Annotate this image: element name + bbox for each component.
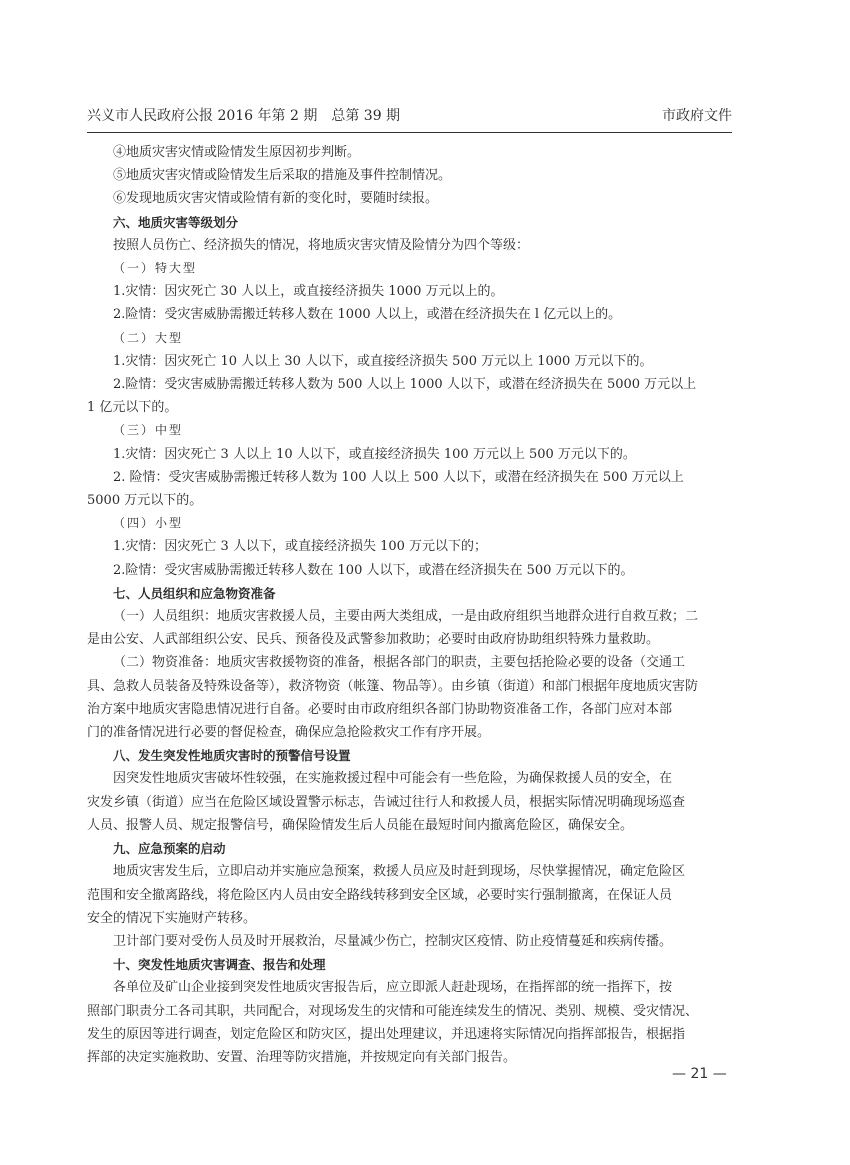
page-body [87, 141, 732, 1069]
body-line: （一）特大型 [113, 261, 198, 276]
body-line: 1.灾情：因灾死亡 3 人以上 10 人以下，或直接经济损失 100 万元以上 500 万元以下的。 [113, 446, 636, 462]
body-line: 2.险情：受灾害威胁需搬迁转移人数为 500 人以上 1000 人以下，或潜在经济损失在 5000 万元以上 [113, 377, 697, 393]
body-line: 照部门职责分工各司其职，共同配合，对现场发生的灾情和可能连续发生的情况、类别、规模、受灾情况、 [87, 1003, 699, 1019]
section-heading: 七、人员组织和应急物资准备 [113, 585, 276, 601]
body-line: 2.险情：受灾害威胁需搬迁转移人数在 100 人以下，或潜在经济损失在 500 万元以下的。 [113, 562, 634, 578]
body-line: 发生的原因等进行调查，划定危险区和防灾区，提出处理建议，并迅速将实际情况向指挥部报告，根据指 [87, 1026, 686, 1042]
header-section: 市政府文件 [662, 108, 732, 124]
body-line: 1.灾情：因灾死亡 10 人以上 30 人以下，或直接经济损失 500 万元以上 1000 万元以下的。 [113, 353, 653, 369]
body-line: ⑤地质灾害灾情或险情发生后采取的措施及事件控制情况。 [113, 168, 452, 184]
body-line: （一）人员组织：地质灾害救援人员，主要由两大类组成，一是由政府组织当地群众进行自救互救；二 [113, 609, 699, 625]
body-line: 1 亿元以下的。 [87, 400, 178, 416]
section-heading: 十、突发性地质灾害调查、报告和处理 [113, 957, 326, 973]
body-line: 门的准备情况进行必要的督促检查，确保应急抢险救灾工作有序开展。 [87, 725, 491, 741]
body-line: 治方案中地质灾害隐患情况进行自备。必要时由市政府组织各部门协助物资准备工作，各部门应对本部 [87, 701, 673, 717]
header-publication: 兴义市人民政府公报 2016 年第 2 期 总第 39 期 [87, 108, 401, 124]
body-line: 地质灾害发生后，立即启动并实施应急预案，救援人员应及时赶到现场，尽快掌握情况，确定危险区 [113, 864, 686, 880]
body-line: 按照人员伤亡、经济损失的情况，将地质灾害灾情及险情分为四个等级： [113, 237, 530, 253]
header-rule [87, 132, 732, 133]
body-line: ⑥发现地质灾害灾情或险情有新的变化时，要随时续报。 [113, 191, 439, 207]
body-line: （四）小型 [113, 516, 184, 531]
body-line: 灾发乡镇（街道）应当在危险区域设置警示标志，告诫过往行人和救援人员，根据实际情况明确现场巡查 [87, 794, 686, 810]
page-number: — 21 — [672, 1066, 727, 1082]
body-line: 卫计部门要对受伤人员及时开展救治，尽量减少伤亡，控制灾区疫情、防止疫情蔓延和疾病传播。 [113, 933, 673, 949]
body-line: ④地质灾害灾情或险情发生原因初步判断。 [113, 145, 361, 160]
body-line: 安全的情况下实施财产转移。 [87, 910, 257, 926]
body-line: 各单位及矿山企业接到突发性地质灾害报告后，应立即派人赶赴现场，在指挥部的统一指挥下，按 [113, 980, 673, 996]
body-line: 1.灾情：因灾死亡 3 人以下，或直接经济损失 100 万元以下的； [113, 539, 488, 555]
body-line: 2.险情：受灾害威胁需搬迁转移人数在 1000 人以上，或潜在经济损失在 l 亿元以上的。 [113, 307, 622, 323]
running-header [87, 104, 732, 128]
body-line: 是由公安、人武部组织公安、民兵、预备役及武警参加救助；必要时由政府协助组织特殊力量救助。 [87, 632, 660, 648]
body-line: 1.灾情：因灾死亡 30 人以上，或直接经济损失 1000 万元以上的。 [113, 284, 504, 300]
body-line: 因突发性地质灾害破坏性较强，在实施救援过程中可能会有一些危险，为确保救援人员的安全，在 [113, 771, 673, 787]
body-line: 具、急救人员装备及特殊设备等），救济物资（帐篷、物品等）。由乡镇（街道）和部门根据年度地质灾害防 [87, 678, 699, 694]
body-line: 5000 万元以下的。 [87, 493, 203, 509]
section-heading: 八、发生突发性地质灾害时的预警信号设置 [113, 748, 351, 764]
body-line: 人员、报警人员、规定报警信号，确保险情发生后人员能在最短时间内撤离危险区，确保安全。 [87, 817, 634, 833]
body-line: 2. 险情：受灾害威胁需搬迁转移人数为 100 人以上 500 人以下，或潜在经济损失在 500 万元以上 [113, 469, 684, 485]
body-line: 挥部的决定实施救助、安置、治理等防灾措施，并按规定向有关部门报告。 [87, 1049, 517, 1065]
body-line: （二）物资准备：地质灾害救援物资的准备，根据各部门的职责，主要包括抢险必要的设备（交通工 [113, 655, 686, 671]
section-heading: 六、地质灾害等级划分 [113, 214, 239, 230]
section-heading: 九、应急预案的启动 [113, 841, 226, 857]
body-line: 范围和安全撤离路线，将危险区内人员由安全路线转移到安全区域，必要时实行强制撤离，在保证人员 [87, 887, 673, 903]
body-line: （二）大型 [113, 330, 184, 345]
body-line: （三）中型 [113, 423, 184, 438]
